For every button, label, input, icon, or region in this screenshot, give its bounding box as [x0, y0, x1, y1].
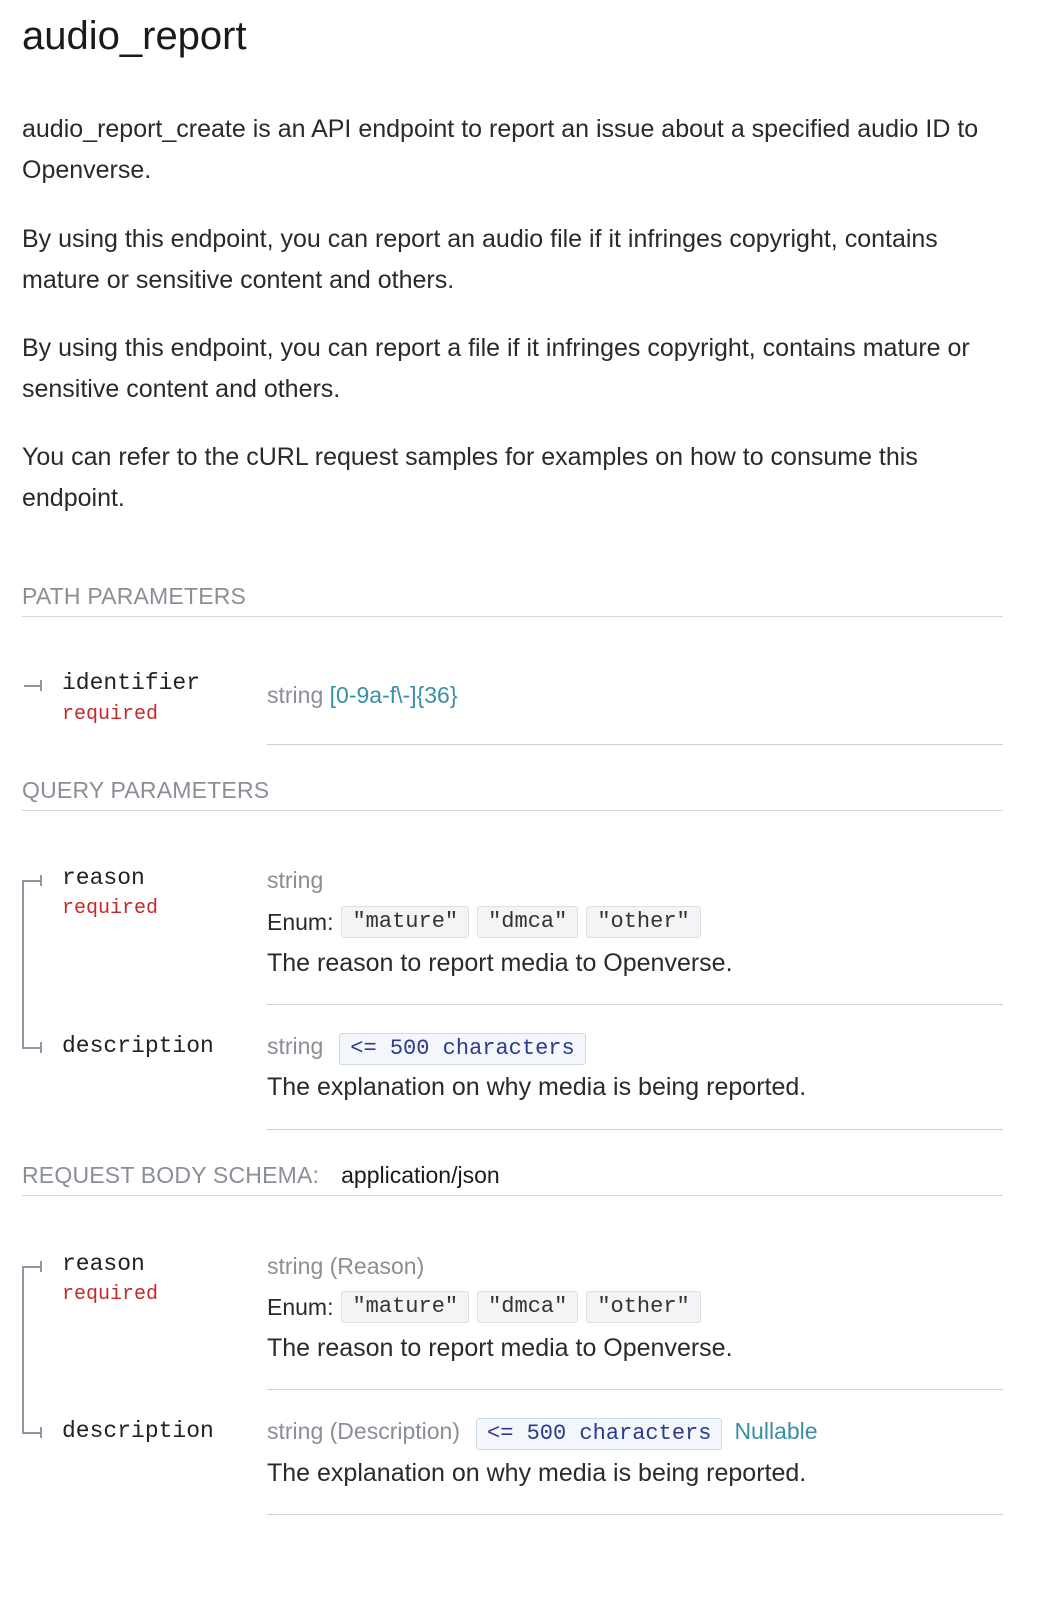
body-description-text: The explanation on why media is being reported. — [267, 1459, 807, 1487]
tree-branch-icon — [22, 1266, 42, 1268]
body-reason-name: reason — [62, 1251, 145, 1277]
divider — [267, 1004, 1003, 1005]
tree-tick-icon — [40, 875, 42, 886]
enum-value-chip: "other" — [586, 906, 700, 938]
param-identifier-pattern: [0-9a-f\-]{36} — [329, 682, 458, 708]
tree-tick-icon — [40, 680, 42, 691]
enum-value-chip: "other" — [586, 1291, 700, 1323]
query-parameters-heading — [22, 777, 1003, 811]
length-constraint-chip: <= 500 characters — [339, 1033, 585, 1065]
request-body-schema-heading-label: REQUEST BODY SCHEMA: — [22, 1162, 320, 1188]
tree-branch-icon — [22, 1047, 42, 1049]
intro-paragraph-1: audio_report_create is an API endpoint to report an issue about a specified audio ID to Openverse. — [22, 115, 979, 184]
tree-branch-icon — [22, 880, 42, 882]
body-reason-description: The reason to report media to Openverse. — [267, 1334, 733, 1362]
page-title: audio_report — [22, 14, 247, 58]
query-description-name: description — [62, 1033, 214, 1059]
tree-tick-icon — [40, 1261, 42, 1272]
enum-label: Enum: — [267, 1293, 334, 1320]
body-reason-enum — [267, 1291, 701, 1323]
tree-tick-icon — [40, 1427, 42, 1438]
query-parameters-heading-label: QUERY PARAMETERS — [22, 777, 270, 803]
query-reason-description: The reason to report media to Openverse. — [267, 949, 733, 977]
path-parameters-heading — [22, 583, 1003, 617]
enum-value-chip: "mature" — [341, 906, 469, 938]
enum-value-chip: "mature" — [341, 1291, 469, 1323]
divider — [267, 1129, 1003, 1130]
divider — [267, 1389, 1003, 1390]
tree-branch-icon — [22, 1432, 42, 1434]
enum-value-chip: "dmca" — [477, 1291, 578, 1323]
enum-value-chip: "dmca" — [477, 906, 578, 938]
query-reason-required: required — [62, 897, 159, 920]
param-identifier-type — [267, 682, 458, 709]
query-reason-name: reason — [62, 865, 145, 891]
divider — [267, 1514, 1003, 1515]
length-constraint-chip: <= 500 characters — [476, 1418, 722, 1450]
tree-vertical-line — [22, 880, 24, 1048]
content-type-label: application/json — [341, 1162, 500, 1188]
param-identifier-type-label: string — [267, 682, 324, 708]
query-reason-enum — [267, 906, 701, 938]
nullable-badge: Nullable — [734, 1418, 818, 1444]
path-parameters-heading-label: PATH PARAMETERS — [22, 583, 247, 609]
tree-tick-icon — [40, 1042, 42, 1053]
intro-paragraph-4: You can refer to the cURL request samples for examples on how to consume this endpoint. — [22, 443, 918, 512]
body-description-type — [267, 1418, 818, 1450]
query-description-type — [267, 1033, 586, 1065]
query-description-type-label: string — [267, 1033, 324, 1059]
body-description-type-label: string (Description) — [267, 1418, 460, 1444]
enum-label: Enum: — [267, 908, 334, 935]
divider — [267, 744, 1003, 745]
body-description-name: description — [62, 1418, 214, 1444]
param-identifier-name: identifier — [62, 670, 201, 696]
body-reason-required: required — [62, 1283, 159, 1306]
tree-vertical-line — [22, 1266, 24, 1433]
intro-paragraph-2: By using this endpoint, you can report an audio file if it infringes copyright, contains mature or sensitive content and others. — [22, 225, 938, 294]
query-description-text: The explanation on why media is being reported. — [267, 1073, 807, 1101]
intro-paragraph-3: By using this endpoint, you can report a file if it infringes copyright, contains mature or sensitive content and others. — [22, 334, 970, 403]
body-reason-type: string (Reason) — [267, 1253, 425, 1279]
request-body-schema-heading — [22, 1162, 1003, 1196]
param-identifier-required: required — [62, 703, 159, 726]
query-reason-type: string — [267, 867, 324, 893]
